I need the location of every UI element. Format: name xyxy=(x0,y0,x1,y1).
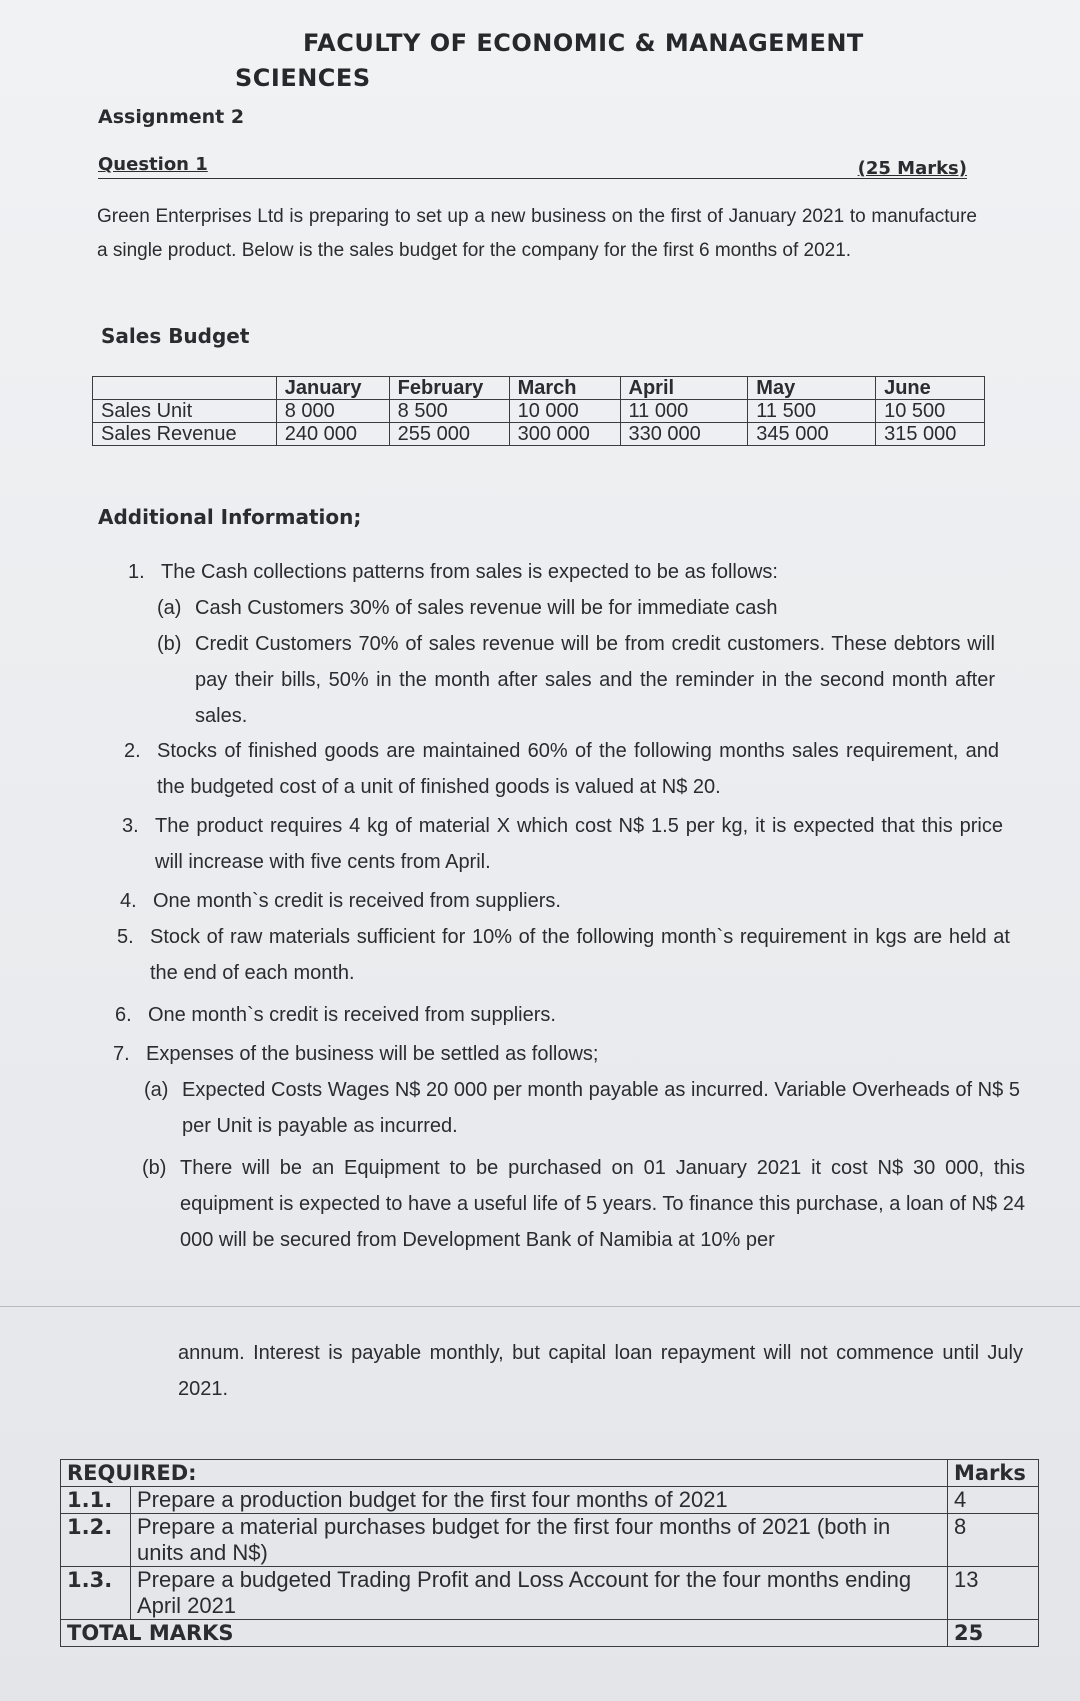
task-text: Prepare a production budget for the first four months of 2021 xyxy=(130,1487,947,1514)
item-number: 4. xyxy=(120,890,137,912)
table-cell: 8 500 xyxy=(389,400,509,423)
item-text: The Cash collections patterns from sales is expected to be as follows: xyxy=(161,561,778,583)
marks-header: Marks xyxy=(947,1460,1038,1487)
faculty-line-2: SCIENCES xyxy=(235,64,371,92)
required-header: REQUIRED: xyxy=(61,1460,948,1487)
table-cell: 330 000 xyxy=(620,423,748,446)
task-number: 1.2. xyxy=(61,1514,131,1567)
row-label: Sales Unit xyxy=(93,400,277,423)
month-header: May xyxy=(748,377,876,400)
table-cell: 11 500 xyxy=(748,400,876,423)
question-label: Question 1 xyxy=(98,154,208,175)
table-cell: 11 000 xyxy=(620,400,748,423)
table-cell: 10 000 xyxy=(509,400,620,423)
subitem-label: (b) xyxy=(157,633,182,655)
required-table xyxy=(60,1459,1039,1647)
table-row xyxy=(61,1514,1039,1567)
task-text: Prepare a material purchases budget for the first four months of 2021 (both in units and N$) xyxy=(130,1514,947,1567)
table-row xyxy=(93,400,985,423)
month-header: February xyxy=(389,377,509,400)
sales-budget-title: Sales Budget xyxy=(101,324,250,348)
month-header: April xyxy=(620,377,748,400)
list-subitem xyxy=(142,1150,1025,1258)
list-subitem xyxy=(157,626,995,734)
item-number: 2. xyxy=(124,740,141,762)
table-cell: 345 000 xyxy=(748,423,876,446)
item-number: 3. xyxy=(122,815,139,837)
subitem-label: (b) xyxy=(142,1157,167,1179)
month-header: January xyxy=(276,377,389,400)
list-item xyxy=(124,733,999,805)
item-number: 6. xyxy=(115,1004,132,1026)
subitem-label: (a) xyxy=(157,597,182,619)
question-header xyxy=(98,154,967,179)
sales-budget-table xyxy=(92,376,985,446)
task-text: Prepare a budgeted Trading Profit and Loss Account for the four months ending April 2021 xyxy=(130,1567,947,1620)
total-label: TOTAL MARKS xyxy=(61,1620,948,1647)
table-row xyxy=(61,1487,1039,1514)
list-item xyxy=(113,1036,1006,1072)
month-header: June xyxy=(876,377,985,400)
table-header-row xyxy=(93,377,985,400)
subitem-text: There will be an Equipment to be purchased on 01 January 2021 it cost N$ 30 000, this equipment is expected to have a useful life of 5 years. To finance this purchase, a loan of N$ 24 000 will be secured from Development Bank of Namibia at 10% per xyxy=(180,1157,1025,1251)
question-intro: Green Enterprises Ltd is preparing to set up a new business on the first of January 2021 to manufacture a single product. Below is the sales budget for the company for the first 6 months of 2021. xyxy=(97,206,977,261)
task-number: 1.1. xyxy=(61,1487,131,1514)
faculty-heading xyxy=(235,26,935,96)
question-marks: (25 Marks) xyxy=(857,158,967,179)
item-text: Stocks of finished goods are maintained 60% of the following months sales requirement, and the budgeted cost of a unit of finished goods is valued at N$ 20. xyxy=(157,740,999,798)
item-text: One month`s credit is received from suppliers. xyxy=(148,1004,556,1026)
row-label: Sales Revenue xyxy=(93,423,277,446)
required-header-row xyxy=(61,1460,1039,1487)
table-row xyxy=(93,423,985,446)
table-cell: 255 000 xyxy=(389,423,509,446)
table-cell: 300 000 xyxy=(509,423,620,446)
total-row xyxy=(61,1620,1039,1647)
list-item xyxy=(120,883,1003,919)
additional-info-title: Additional Information; xyxy=(98,505,362,529)
table-corner-cell xyxy=(93,377,277,400)
item-text: The product requires 4 kg of material X which cost N$ 1.5 per kg, it is expected that this price will increase with five cents from April. xyxy=(155,815,1003,873)
item-text: Expenses of the business will be settled as follows; xyxy=(146,1043,599,1065)
task-marks: 13 xyxy=(947,1567,1038,1620)
item-text: Stock of raw materials sufficient for 10% of the following month`s requirement in kgs are held at the end of each month. xyxy=(150,926,1010,984)
item-text: One month`s credit is received from suppliers. xyxy=(153,890,561,912)
table-cell: 10 500 xyxy=(876,400,985,423)
item-number: 1. xyxy=(128,561,145,583)
table-row xyxy=(61,1567,1039,1620)
list-item xyxy=(128,554,981,590)
table-cell: 240 000 xyxy=(276,423,389,446)
task-marks: 8 xyxy=(947,1514,1038,1567)
list-subitem xyxy=(144,1072,1020,1144)
item-number: 5. xyxy=(117,926,134,948)
list-item xyxy=(122,808,1003,880)
faculty-line-1: FACULTY OF ECONOMIC & MANAGEMENT xyxy=(303,29,864,57)
total-marks: 25 xyxy=(947,1620,1038,1647)
list-item xyxy=(115,997,1008,1033)
item-number: 7. xyxy=(113,1043,130,1065)
month-header: March xyxy=(509,377,620,400)
table-cell: 315 000 xyxy=(876,423,985,446)
subitem-text: Credit Customers 70% of sales revenue will be from credit customers. These debtors will pay their bills, 50% in the month after sales and the reminder in the second month after sales. xyxy=(195,633,995,727)
subitem-text: Expected Costs Wages N$ 20 000 per month payable as incurred. Variable Overheads of N$ 5 per Unit is payable as incurred. xyxy=(182,1079,1020,1137)
subitem-text: Cash Customers 30% of sales revenue will be for immediate cash xyxy=(195,597,778,619)
subitem-label: (a) xyxy=(144,1079,169,1101)
continuation-text: annum. Interest is payable monthly, but capital loan repayment will not commence until July 2021. xyxy=(178,1342,1023,1400)
task-marks: 4 xyxy=(947,1487,1038,1514)
task-number: 1.3. xyxy=(61,1567,131,1620)
list-subitem xyxy=(157,590,995,626)
table-cell: 8 000 xyxy=(276,400,389,423)
list-item xyxy=(117,919,1010,991)
assignment-title: Assignment 2 xyxy=(98,106,245,128)
page-break-divider xyxy=(0,1306,1080,1307)
